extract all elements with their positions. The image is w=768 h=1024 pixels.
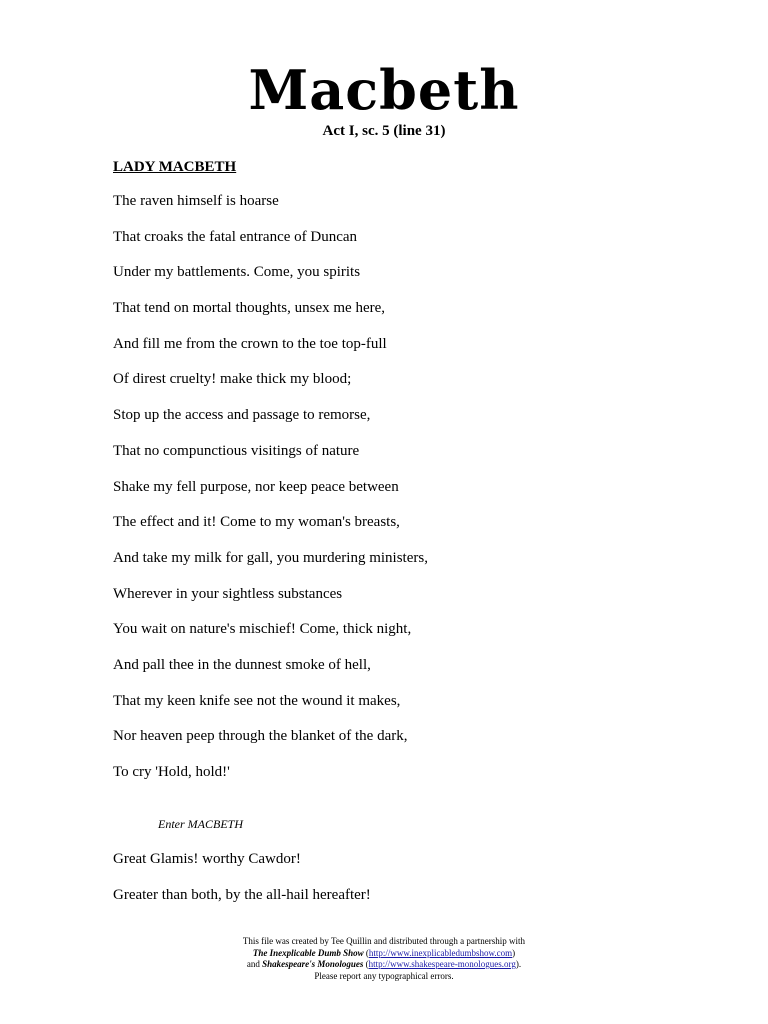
verse-line: Great Glamis! worthy Cawdor!	[113, 851, 301, 867]
verse-line: And pall thee in the dunnest smoke of hell,	[113, 656, 371, 673]
verse-line: Greater than both, by the all-hail hereafter!	[113, 887, 371, 903]
verse-line: Of direst cruelty! make thick my blood;	[113, 371, 352, 388]
verse-line: Nor heaven peep through the blanket of the dark,	[113, 728, 408, 745]
verse-line: That tend on mortal thoughts, unsex me here,	[113, 300, 386, 317]
partner-name-dumb-show: The Inexplicable Dumb Show	[252, 947, 364, 958]
footer-partner-line: The Inexplicable Dumb Show (http://www.inexplicabledumbshow.com)	[252, 947, 516, 958]
monologue-verse-continued	[113, 850, 371, 922]
footer-and: and	[246, 959, 260, 969]
verse-line: Shake my fell purpose, nor keep peace between	[113, 478, 399, 495]
verse-line: Stop up the access and passage to remorse,	[113, 407, 371, 424]
verse-line: That no compunctious visitings of nature	[113, 442, 360, 459]
verse-line: To cry 'Hold, hold!'	[113, 764, 230, 780]
verse-line: And take my milk for gall, you murdering ministers,	[113, 549, 428, 566]
verse-line: Wherever in your sightless substances	[113, 585, 343, 602]
verse-line: That my keen knife see not the wound it makes,	[113, 692, 401, 709]
footer-errata-note: Please report any typographical errors.	[314, 970, 454, 981]
footer-partner-line: and Shakespeare's Monologues (http://www.shakespeare-monologues.org).	[246, 959, 522, 969]
scene-reference: Act I, sc. 5 (line 31)	[322, 123, 446, 139]
verse-line: Under my battlements. Come, you spirits	[113, 264, 361, 281]
footer-credit-line: This file was created by Tee Quillin and distributed through a partnership with	[242, 936, 526, 946]
speaker-name: LADY MACBETH	[113, 159, 237, 175]
document-title: Macbeth	[248, 58, 520, 122]
verse-line: You wait on nature's mischief! Come, thick night,	[113, 621, 412, 638]
monologue-verse	[113, 192, 428, 799]
dumb-show-link[interactable]: http://www.inexplicabledumbshow.com	[368, 947, 513, 958]
footer-credits	[0, 936, 768, 982]
verse-line: And fill me from the crown to the toe top-full	[113, 335, 387, 352]
verse-line: The effect and it! Come to my woman's breasts,	[113, 514, 400, 531]
verse-line: That croaks the fatal entrance of Duncan	[113, 228, 358, 245]
partner-name-monologues: Shakespeare's Monologues	[262, 959, 364, 969]
monologues-link[interactable]: http://www.shakespeare-monologues.org	[368, 959, 516, 969]
verse-line: The raven himself is hoarse	[113, 193, 279, 209]
stage-direction: Enter MACBETH	[158, 817, 243, 831]
